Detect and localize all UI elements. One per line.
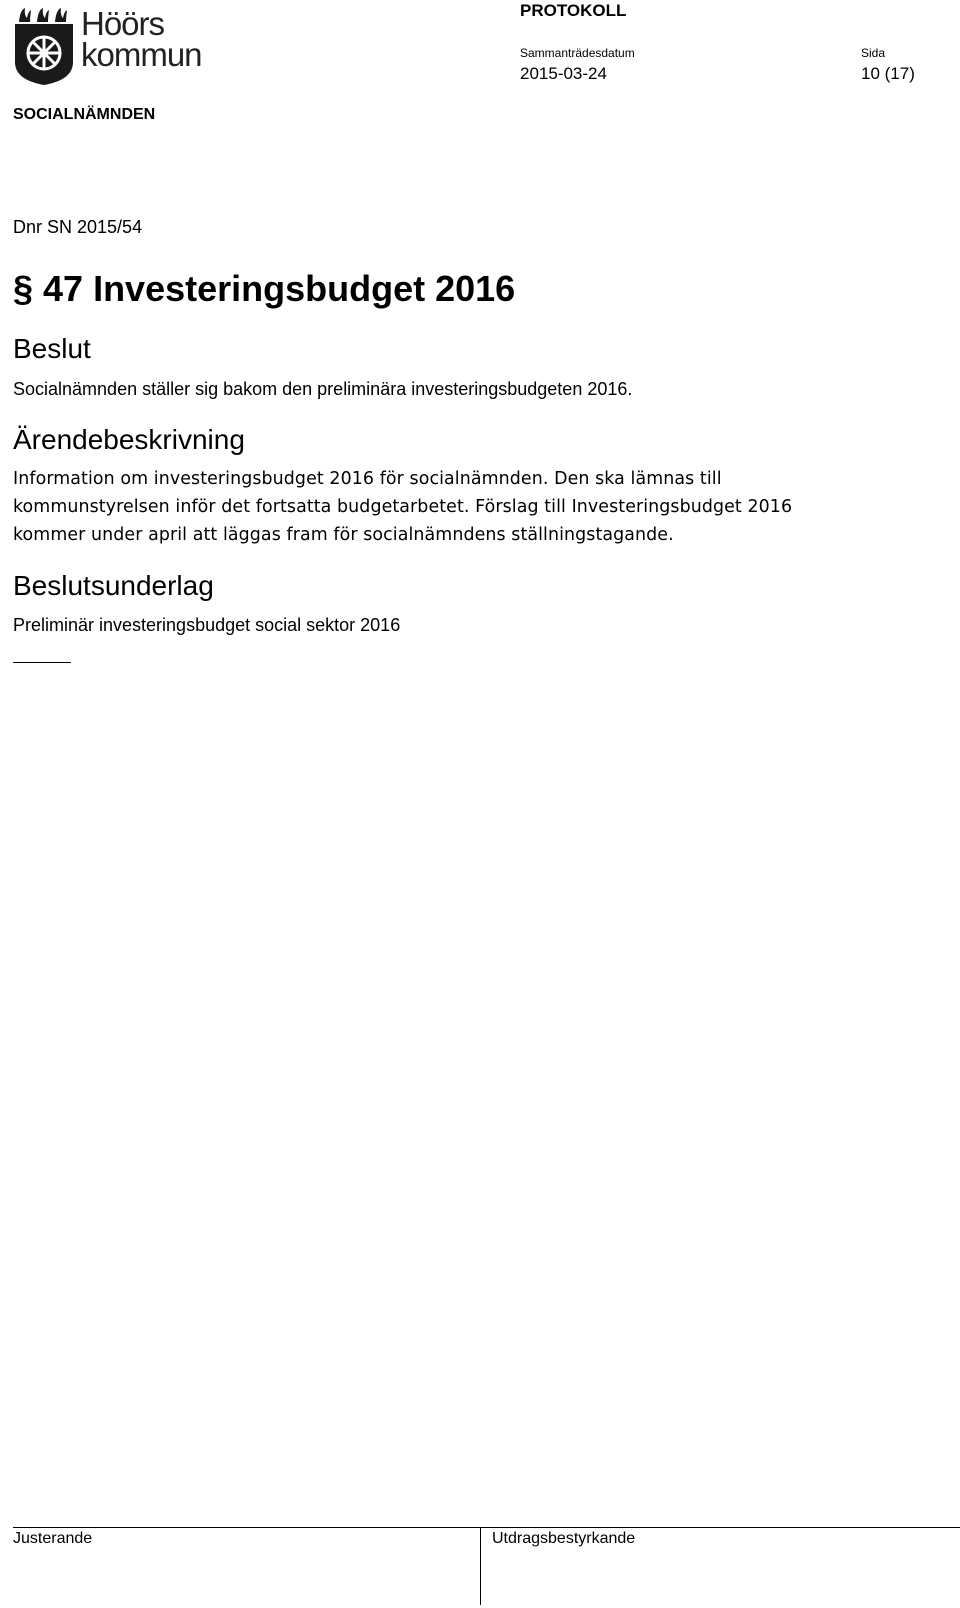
municipality-logo: [13, 6, 213, 86]
paragraph-title: § 47 Investeringsbudget 2016: [13, 268, 516, 309]
committee-name: SOCIALNÄMNDEN: [13, 106, 156, 123]
heading-arendebeskrivning: Ärendebeskrivning: [13, 424, 245, 455]
document-type: PROTOKOLL: [520, 1, 627, 20]
description-line-2: kommunstyrelsen inför det fortsatta budgetarbetet. Förslag till Investeringsbudget 2016: [13, 497, 793, 517]
signature-field-utdragsbestyrkande: Utdragsbestyrkande: [492, 1530, 636, 1547]
beslut-text: Socialnämnden ställer sig bakom den preliminära investeringsbudgeten 2016.: [13, 379, 633, 399]
case-number: Dnr SN 2015/54: [13, 217, 143, 237]
description-line-3: kommer under april att läggas fram för socialnämndens ställningstagande.: [13, 525, 674, 545]
footer-rule: [13, 1527, 960, 1528]
footer-divider: [480, 1527, 481, 1605]
description-line-1: Information om investeringsbudget 2016 för socialnämnden. Den ska lämnas till: [13, 469, 722, 489]
signature-field-justerande: Justerande: [13, 1530, 93, 1547]
logo-line-2: kommun: [81, 36, 202, 73]
heading-beslutsunderlag: Beslutsunderlag: [13, 570, 214, 601]
heading-beslut: Beslut: [13, 333, 91, 364]
page-number: 10 (17): [861, 64, 915, 83]
coat-of-arms-icon: [13, 6, 75, 86]
page-label: Sida: [861, 46, 886, 60]
meeting-date-value: 2015-03-24: [520, 64, 607, 83]
section-end-rule: [13, 662, 71, 663]
beslutsunderlag-item: Preliminär investeringsbudget social sektor 2016: [13, 615, 401, 635]
meeting-date-label: Sammanträdesdatum: [520, 46, 635, 60]
logo-wordmark: [81, 5, 202, 73]
logo-line-1: Höörs: [81, 5, 165, 42]
